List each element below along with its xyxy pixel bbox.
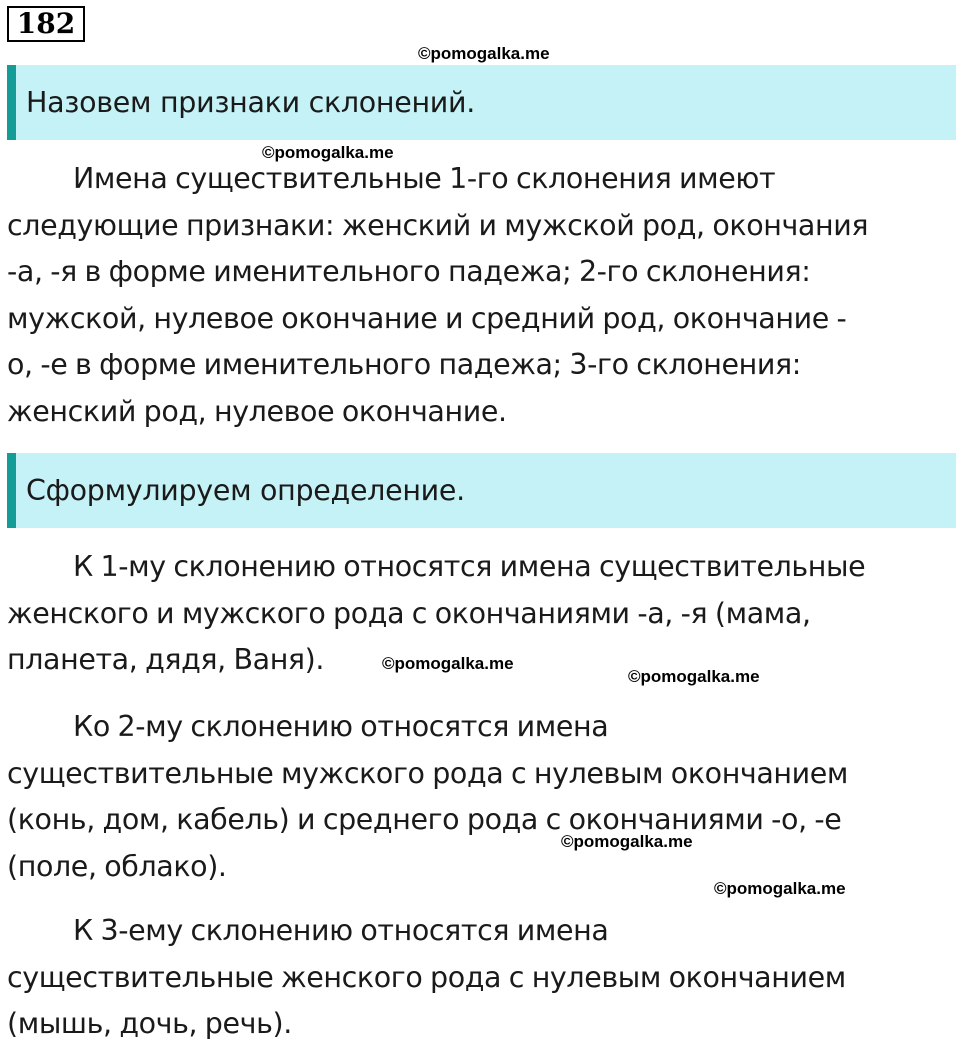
text-line: планета, дядя, Ваня). [7,643,325,676]
text-line: существительные мужского рода с нулевым окончанием [7,756,849,790]
text-line: женский род, нулевое окончание. [7,394,507,428]
section-heading-features [7,65,956,140]
text-line: следующие признаки: женский и мужской род, окончания [7,208,869,242]
text-line: женского и мужского рода с окончаниями -а, -я (мама, [7,596,811,630]
text-line: К 3-ему склонению относятся имена [73,914,609,947]
text-line: К 1-му склонению относятся имена существительные [73,550,866,583]
heading-text: Назовем признаки склонений. [26,86,476,119]
paragraph-third-declension [7,908,947,1048]
text-line: Ко 2-му склонению относятся имена [73,710,609,743]
text-line: о, -е в форме именительного падежа; 3-го склонения: [7,348,801,381]
paragraph-declension-features [7,156,947,435]
heading-text: Сформулируем определение. [26,474,465,507]
text-line: (мышь, дочь, речь). [7,1007,292,1040]
text-line: (поле, облако). [7,849,227,883]
watermark: ©pomogalka.me [714,879,846,898]
text-line: (конь, дом, кабель) и среднего рода с окончаниями -о, -е [7,803,842,836]
watermark: ©pomogalka.me [262,143,394,162]
watermark: ©pomogalka.me [382,654,514,673]
text-line: Имена существительные 1-го склонения имеют [73,162,776,195]
watermark: ©pomogalka.me [628,667,760,686]
text-line: мужской, нулевое окончание и средний род, окончание - [7,301,847,335]
text-line: существительные женского рода с нулевым окончанием [7,960,846,994]
watermark: ©pomogalka.me [561,832,693,851]
watermark: ©pomogalka.me [418,44,550,63]
task-number-box: 182 [7,6,85,42]
text-line: -а, -я в форме именительного падежа; 2-го склонения: [7,255,811,288]
paragraph-second-declension [7,704,947,890]
section-heading-definition [7,453,956,528]
